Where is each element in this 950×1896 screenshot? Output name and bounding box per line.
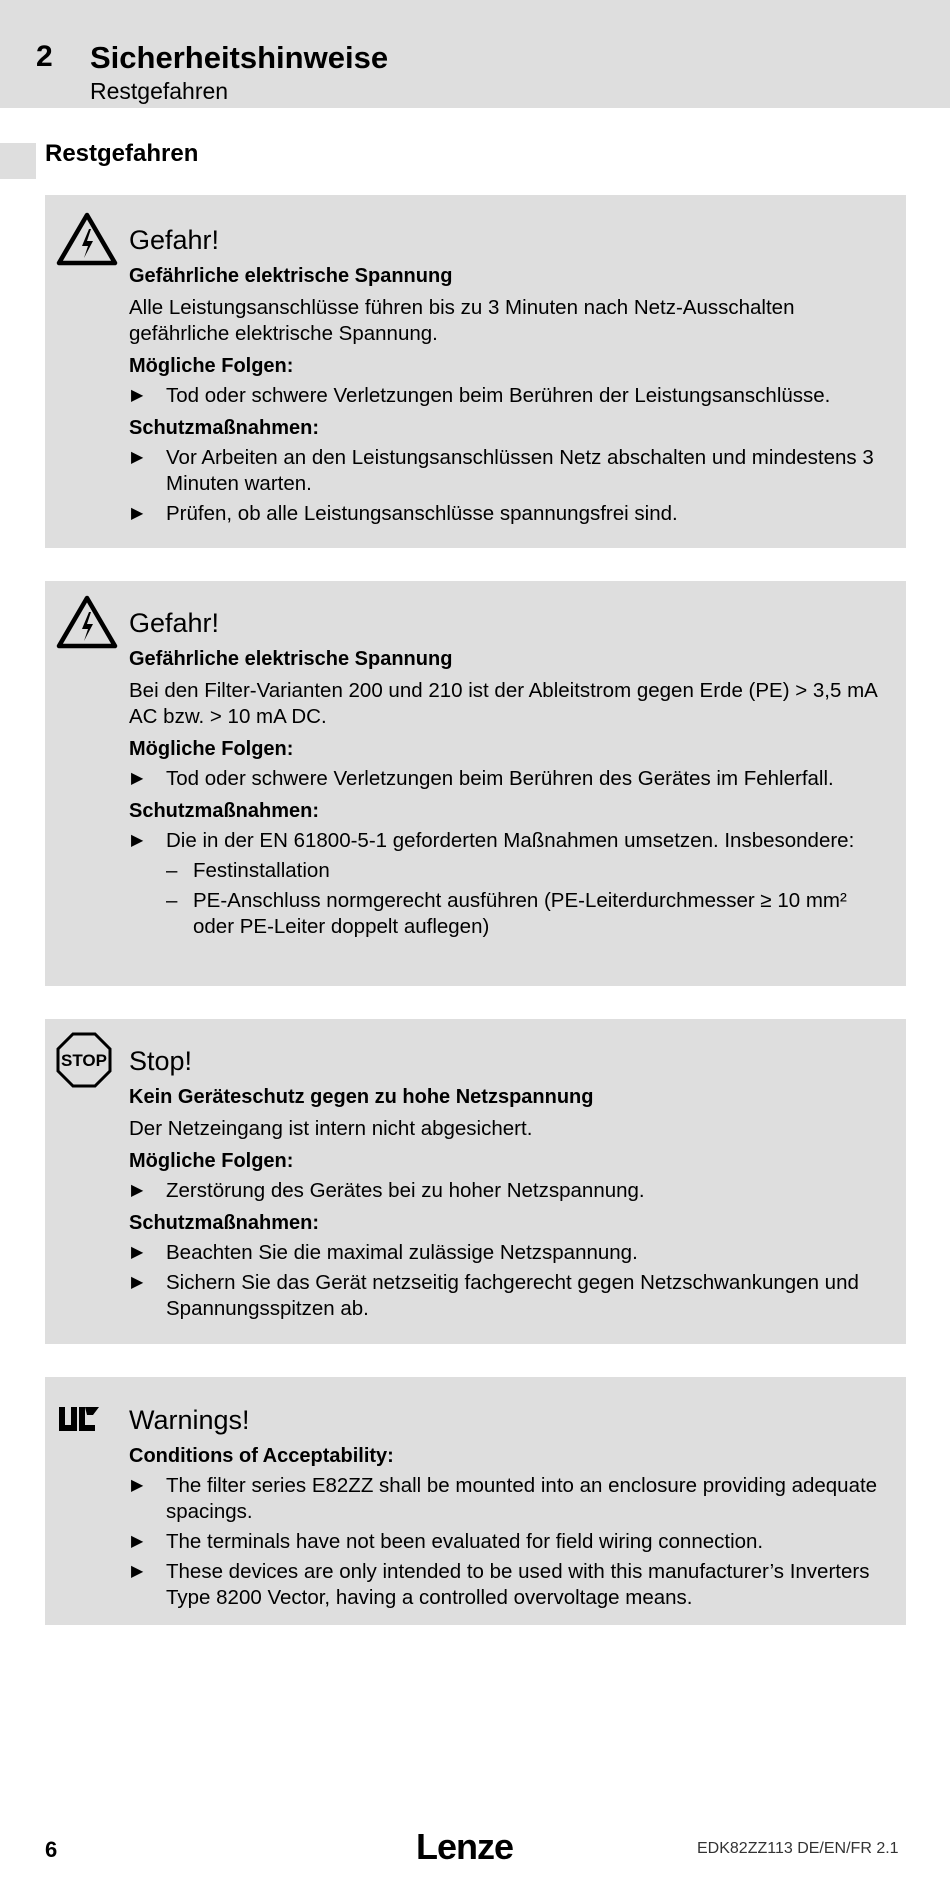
box-title: Gefahr! — [129, 608, 220, 638]
list-item-text: The terminals have not been evaluated for field wiring connection. — [166, 1530, 764, 1553]
warnings-box — [45, 1377, 906, 1625]
chapter-subtitle: Restgefahren — [90, 78, 229, 104]
list-item — [129, 1559, 886, 1611]
list-item — [129, 1178, 886, 1204]
bullet-arrow-icon: ▶ — [131, 832, 144, 849]
stop-sign-icon — [55, 1031, 113, 1094]
list-item-text: Beachten Sie die maximal zulässige Netzspannung. — [166, 1241, 638, 1264]
list-item: – PE-Anschluss normgerecht ausführen (PE-Leiterdurchmesser ≥ 10 mm² oder PE-Leiter doppelt auflegen) — [166, 889, 847, 938]
list-item — [129, 1473, 886, 1525]
measures-label: Schutzmaßnahmen: — [129, 800, 320, 822]
page-header — [0, 0, 950, 108]
electrical-hazard-icon — [55, 211, 119, 272]
box-title: Stop! — [129, 1046, 193, 1076]
stop-box — [45, 1019, 906, 1344]
bullet-arrow-icon: ▶ — [131, 770, 144, 787]
list-item — [129, 383, 886, 409]
list-item: – Festinstallation — [166, 859, 330, 882]
list-item-text: These devices are only intended to be used with this manufacturer’s Inverters Type 8200 Vector, having a controlled overvoltage means. — [166, 1560, 870, 1609]
consequences-label: Mögliche Folgen: — [129, 738, 294, 760]
ul-mark-icon — [55, 1405, 101, 1440]
list-item-text: The filter series E82ZZ shall be mounted into an enclosure providing adequate spacings. — [166, 1474, 878, 1523]
measures-label: Schutzmaßnahmen: — [129, 417, 320, 439]
bullet-arrow-icon: ▶ — [131, 1244, 144, 1261]
consequences-label: Mögliche Folgen: — [129, 355, 294, 377]
list-item — [129, 766, 886, 792]
box-paragraph: Alle Leistungsanschlüsse führen bis zu 3 Minuten nach Netz-Ausschalten gefährliche elektrische Spannung. — [129, 296, 795, 345]
chapter-number: 2 — [36, 40, 53, 73]
bullet-arrow-icon: ▶ — [131, 1182, 144, 1199]
document-reference: EDK82ZZ113 DE/EN/FR 2.1 — [697, 1840, 899, 1857]
list-item-text: Prüfen, ob alle Leistungsanschlüsse spannungsfrei sind. — [166, 502, 678, 525]
section-heading: Restgefahren — [45, 140, 199, 167]
list-item — [129, 1240, 886, 1266]
section-marker — [0, 143, 36, 179]
box-paragraph: Bei den Filter-Varianten 200 und 210 ist der Ableitstrom gegen Erde (PE) > 3,5 mA AC bzw. > 10 mA DC. — [129, 679, 877, 728]
bullet-arrow-icon: ▶ — [131, 449, 144, 466]
list-item — [129, 1529, 886, 1555]
bullet-arrow-icon: ▶ — [131, 387, 144, 404]
box-title: Warnings! — [129, 1405, 250, 1435]
list-item-text: Vor Arbeiten an den Leistungsanschlüssen Netz abschalten und mindestens 3 Minuten warten. — [166, 446, 874, 495]
danger-box-2 — [45, 581, 906, 986]
list-item-text: Festinstallation — [193, 859, 330, 882]
list-item-text: Die in der EN 61800-5-1 geforderten Maßnahmen umsetzen. Insbesondere: — [166, 829, 855, 852]
list-item — [129, 501, 886, 527]
page-number: 6 — [45, 1837, 58, 1862]
box-subtitle: Kein Geräteschutz gegen zu hohe Netzspannung — [129, 1086, 594, 1108]
electrical-hazard-icon — [55, 594, 119, 655]
consequences-label: Mögliche Folgen: — [129, 1150, 294, 1172]
box-paragraph: Der Netzeingang ist intern nicht abgesichert. — [129, 1117, 533, 1140]
list-item-text: Tod oder schwere Verletzungen beim Berühren der Leistungsanschlüsse. — [166, 384, 831, 407]
list-item — [129, 1270, 886, 1322]
measures-label: Schutzmaßnahmen: — [129, 1212, 320, 1234]
bullet-arrow-icon: ▶ — [131, 505, 144, 522]
list-item-text: Tod oder schwere Verletzungen beim Berühren des Gerätes im Fehlerfall. — [166, 767, 834, 790]
brand-logo: Lenze — [416, 1826, 514, 1867]
bullet-arrow-icon: ▶ — [131, 1563, 144, 1580]
box-subtitle: Gefährliche elektrische Spannung — [129, 265, 453, 287]
list-item-text: Sichern Sie das Gerät netzseitig fachgerecht gegen Netzschwankungen und Spannungsspitzen ab. — [166, 1271, 859, 1320]
bullet-arrow-icon: ▶ — [131, 1274, 144, 1291]
bullet-arrow-icon: ▶ — [131, 1477, 144, 1494]
list-item — [129, 828, 886, 854]
bullet-arrow-icon: ▶ — [131, 1533, 144, 1550]
list-item-text: PE-Anschluss normgerecht ausführen (PE-Leiterdurchmesser ≥ 10 mm² oder PE-Leiter doppelt auflegen) — [193, 889, 847, 938]
list-item — [129, 445, 886, 497]
danger-box-1 — [45, 195, 906, 548]
stop-sign-text: STOP — [61, 1051, 107, 1070]
box-subtitle: Conditions of Acceptability: — [129, 1445, 394, 1467]
list-item-text: Zerstörung des Gerätes bei zu hoher Netzspannung. — [166, 1179, 645, 1202]
box-subtitle: Gefährliche elektrische Spannung — [129, 648, 453, 670]
chapter-title: Sicherheitshinweise — [90, 40, 389, 75]
box-title: Gefahr! — [129, 225, 220, 255]
